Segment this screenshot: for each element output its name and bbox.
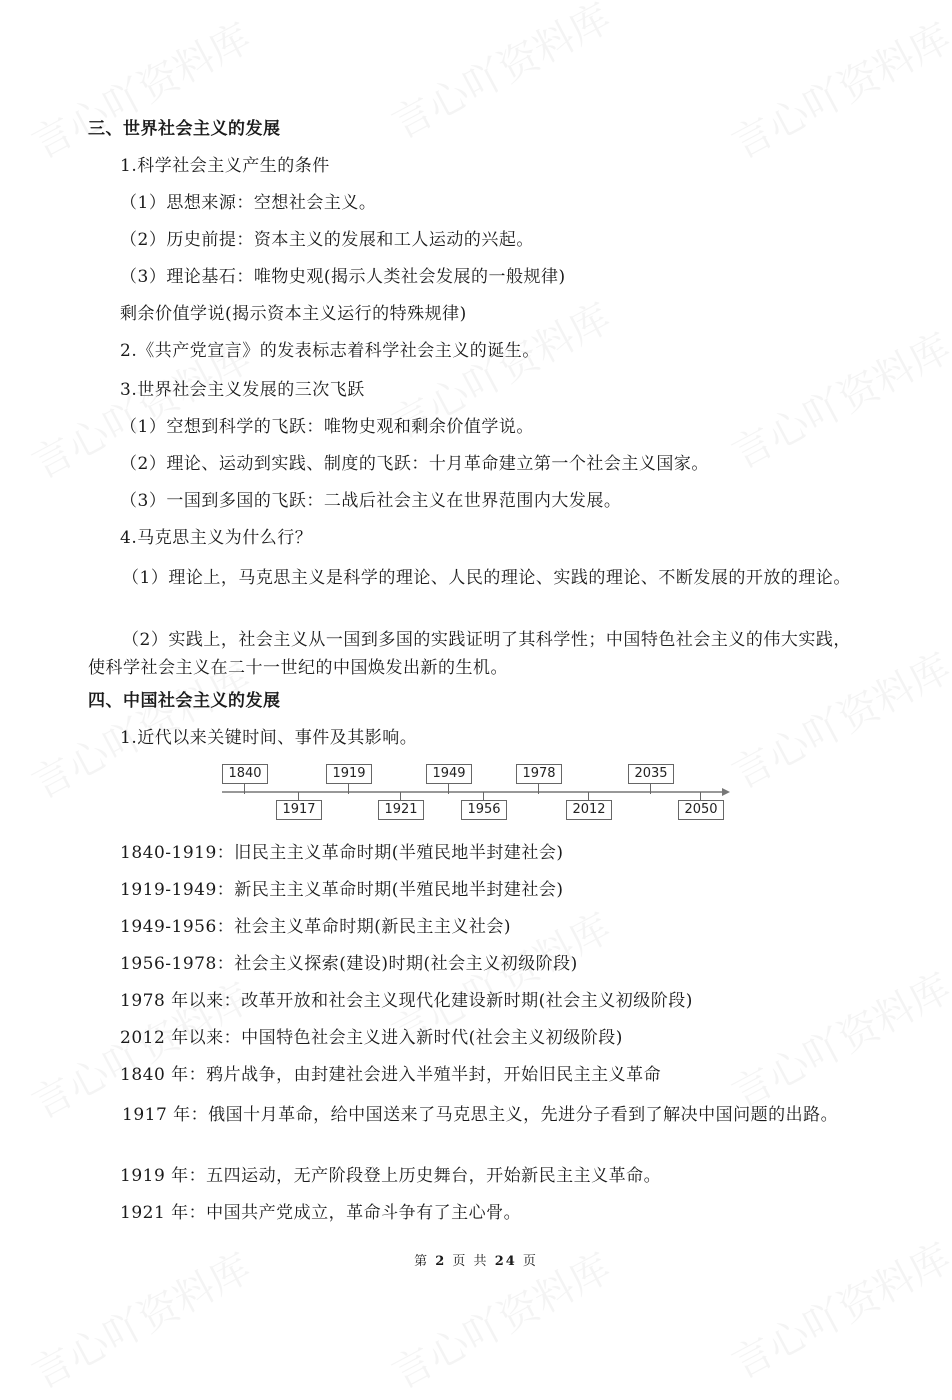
list-item: （1）空想到科学的飞跃：唯物史观和剩余价值学说。 [120,417,534,437]
timeline-tick [650,784,651,794]
timeline-label: 1978 [516,764,562,784]
timeline-tick [348,784,349,794]
period-item: 1840-1919：旧民主主义革命时期(半殖民地半封建社会) [120,843,564,863]
page-footer [0,1250,952,1269]
section-heading: 四、中国社会主义的发展 [88,691,281,711]
watermark [721,317,952,480]
paragraph: 2.《共产党宣言》的发表标志着科学社会主义的诞生。 [120,341,540,361]
list-item: 剩余价值学说(揭示资本主义运行的特殊规律) [120,304,467,324]
period-item: 1956-1978：社会主义探索(建设)时期(社会主义初级阶段) [120,954,578,974]
section-heading: 三、世界社会主义的发展 [88,119,281,139]
timeline-label: 1917 [276,800,322,820]
paragraph: （2）实践上，社会主义从一国到多国的实践证明了其科学性；中国特色社会主义的伟大实践，使科学社会主义在二十一世纪的中国焕发出新的生机。 [88,630,851,678]
timeline-label: 1949 [426,764,472,784]
timeline-label: 1919 [326,764,372,784]
subheading: 1.科学社会主义产生的条件 [120,156,330,176]
watermark [381,0,620,150]
list-item: （2）历史前提：资本主义的发展和工人运动的兴起。 [120,230,534,250]
event-item: 1919 年：五四运动，无产阶段登上历史舞台，开始新民主主义革命。 [120,1166,662,1186]
list-item: （3）理论基石：唯物史观(揭示人类社会发展的一般规律) [120,267,566,287]
timeline-tick [244,784,245,794]
period-item: 1978 年以来：改革开放和社会主义现代化建设新时期(社会主义初级阶段) [120,991,693,1011]
list-item: （1）思想来源：空想社会主义。 [120,193,377,213]
timeline-label: 1840 [222,764,268,784]
footer-text: 第 [414,1254,430,1269]
subheading: 3.世界社会主义发展的三次飞跃 [120,380,365,400]
footer-text: 页 共 [452,1254,489,1269]
timeline-label: 1956 [461,800,507,820]
watermark [721,7,952,170]
timeline-tick [538,784,539,794]
timeline-label: 2050 [678,800,724,820]
list-item: （3）一国到多国的飞跃：二战后社会主义在世界范围内大发展。 [120,491,622,511]
event-item: 1840 年：鸦片战争，由封建社会进入半殖半封，开始旧民主主义革命 [120,1065,662,1085]
timeline-label: 1921 [378,800,424,820]
timeline-label: 2035 [628,764,674,784]
event-item: 1921 年：中国共产党成立，革命斗争有了主心骨。 [120,1203,522,1223]
period-item: 1919-1949：新民主主义革命时期(半殖民地半封建社会) [120,880,564,900]
period-item: 1949-1956：社会主义革命时期(新民主主义社会) [120,917,512,937]
subheading: 4.马克思主义为什么行？ [120,528,313,548]
paragraph: （1）理论上，马克思主义是科学的理论、人民的理论、实践的理论、不断发展的开放的理论。 [122,568,851,588]
timeline-label: 2012 [566,800,612,820]
event-item: 1917 年：俄国十月革命，给中国送来了马克思主义，先进分子看到了解决中国问题的出路。 [122,1105,839,1125]
page-number: 2 [435,1254,447,1269]
page-total: 24 [494,1254,517,1269]
timeline-diagram [218,758,738,830]
watermark [721,957,952,1120]
timeline-tick [448,784,449,794]
watermark [21,7,260,170]
period-item: 2012 年以来：中国特色社会主义进入新时代(社会主义初级阶段) [120,1028,623,1048]
footer-text: 页 [522,1254,538,1269]
subheading: 1.近代以来关键时间、事件及其影响。 [120,728,418,748]
list-item: （2）理论、运动到实践、制度的飞跃：十月革命建立第一个社会主义国家。 [120,454,709,474]
